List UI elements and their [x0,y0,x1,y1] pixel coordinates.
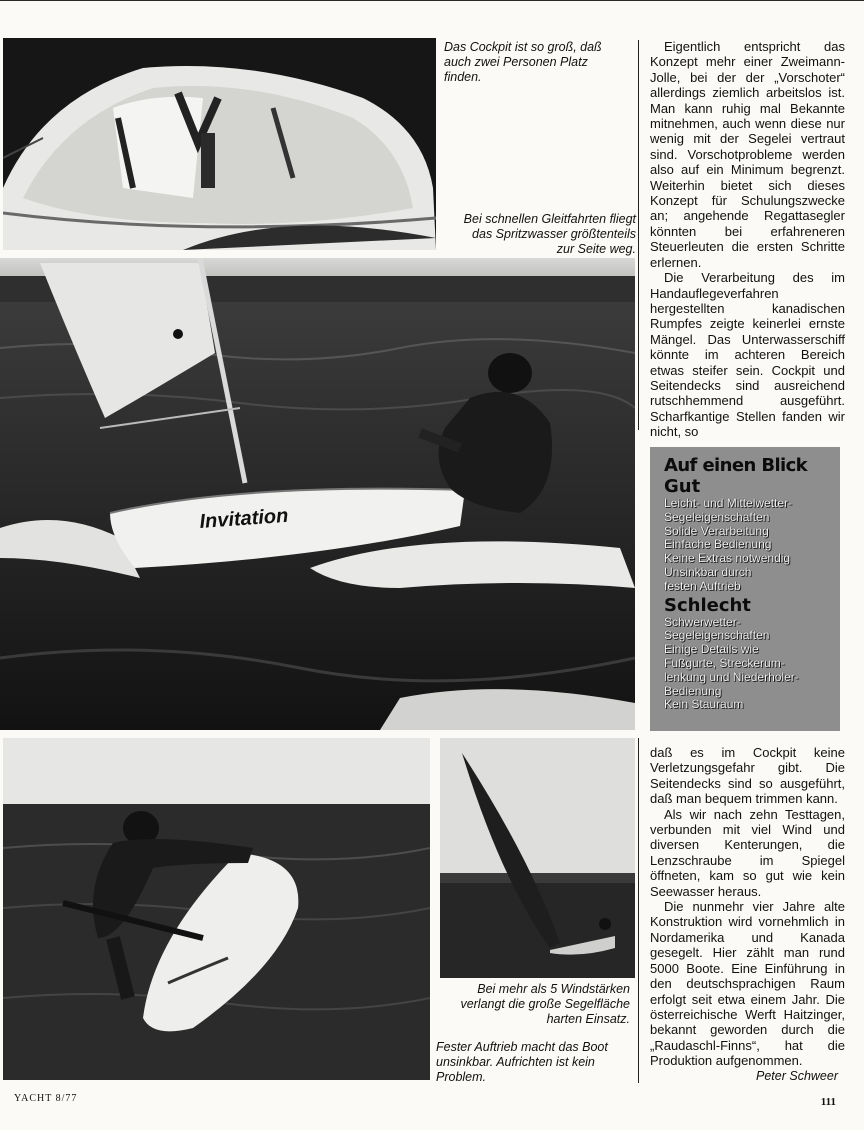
caption-cockpit: Das Cockpit ist so groß, daß auch zwei Personen Platz finden. [444,40,602,84]
caption-windstaerken: Bei mehr als 5 Windstärken verlangt die große Segelfläche harten Einsatz. [460,982,630,1026]
page-number: 111 [820,1096,836,1108]
list-item: Segeleigenschaften [664,628,770,643]
column-rule-bottom [638,738,639,1083]
paragraph: daß es im Cockpit keine Verletzungsgefahr gibt. Die Seitendecks sind so ausgeführt, daß man bequem trimmen kann. [650,745,845,807]
box-bad-heading: Schlecht [664,594,751,616]
author-byline: Peter Schweer [756,1069,838,1083]
box-title: Auf einen Blick [664,455,808,476]
list-item: Einfache Bedienung [664,537,772,552]
list-item: lenkung und Niederholer- [664,669,799,684]
caption-gleitfahrten: Bei schnellen Gleitfahrten fliegt das Spritzwasser größtenteils zur Seite weg. [463,212,636,256]
good-list [650,497,840,594]
at-a-glance-box [650,447,840,731]
paragraph: Die Verarbeitung des im Handauflegeverfahren hergestellten kanadischen Rumpfes zeigte keinerlei ernste Mängel. Das Unterwasserschiff könnte im achteren Bereich etwas steifer sein. Cockpit und Seitendecks sind ausreichend rutschhemmend ausgeführt. Scharfkantige Stellen fanden wir nicht, so [650,270,845,440]
article-column-top [650,39,845,440]
page-top-rule [0,0,864,1]
list-item: Fußgurte, Streckerum- [664,655,785,670]
caption-auftrieb: Fester Auftrieb macht das Boot unsinkbar. Aufrichten ist kein Problem. [436,1040,608,1084]
cockpit-photo [3,38,436,250]
hull-label-invitation: Invitation [198,504,290,533]
paragraph: Die nunmehr vier Jahre alte Konstruktion wird vornehmlich in Nordamerika und Kanada gesegelt. Hier zählt man rund 5000 Boote. Eine Einführung in den deutschsprachigen Raum erfolgt seit etwa einem Jahr. Die österreichische Werft Haitzinger, bekannt geworden durch die „Raudaschl-Finns“, hat die Produktion aufgenommen. [650,899,845,1069]
bad-list [650,616,840,713]
list-item: Unsinkbar durch [664,564,752,579]
planing-dinghy-photo [0,258,635,730]
list-item: Schwerwetter- [664,614,741,629]
list-item: Kein Stauraum [664,697,744,712]
list-item: Segeleigenschaften [664,509,770,524]
list-item: Bedienung [664,683,722,698]
capsize-photo [3,738,430,1080]
box-good-heading: Gut [664,476,701,497]
list-item: Einige Details wie [664,642,759,657]
list-item: Leicht- und Mittelwetter- [664,496,793,510]
list-item: Solide Verarbeitung [664,523,769,538]
footer-magazine-issue: YACHT 8/77 [14,1093,78,1104]
column-rule-top [638,40,639,430]
paragraph: Eigentlich entspricht das Konzept mehr einer Zweimann-Jolle, bei der der „Vorschoter“ allerdings ziemlich arbeitslos ist. Man kann ruhig mal Bekannte mitnehmen, auch wenn diese nur wenig mit der Segelei vertraut sind. Vorschotprobleme werden also auf ein Minimum begrenzt. Weiterhin bietet sich dieses Konzept für Schulungszwecke an; angehende Regattasegler könnten bei erfahreneren Steuerleuten die ersten Schritte erlernen. [650,39,845,270]
list-item: festen Auftrieb [664,578,741,593]
paragraph: Als wir nach zehn Testtagen, verbunden mit viel Wind und diversen Kenterungen, die Lenzschraube im Spiegel öffneten, kam so gut wie kein Seewasser heraus. [650,806,845,899]
distant-dinghy-photo [440,738,635,978]
article-column-bottom [650,745,845,1069]
list-item: Keine Extras notwendig [664,551,791,566]
